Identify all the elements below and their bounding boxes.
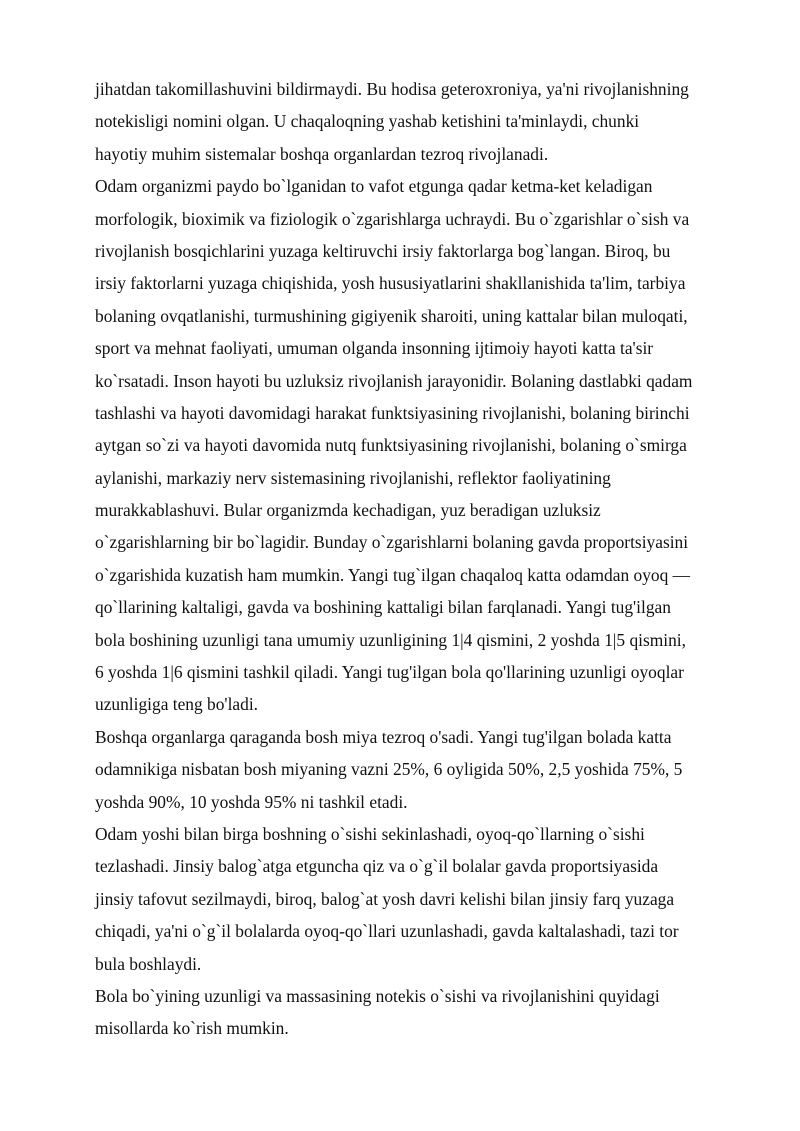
text-line: tashlashi va hayoti davomidagi harakat funktsiyasining rivojlanishi, bolaning birinchi [95, 402, 690, 423]
text-line: bula boshlaydi. [95, 953, 202, 974]
text-line: o`zgarishlarning bir bo`lagidir. Bunday o`zgarishlarni bolaning gavda proportsiyasini [95, 532, 689, 553]
text-line: murakkablashuvi. Bular organizmda kechadigan, yuz beradigan uzluksiz [95, 500, 601, 521]
text-line: jinsiy tafovut sezilmaydi, biroq, balog`at yosh davri kelishi bilan jinsiy farq yuzaga [95, 888, 675, 909]
text-line: bola boshining uzunligi tana umumiy uzunligining 1|4 qismini, 2 yoshda 1|5 qismini, [95, 629, 686, 650]
text-line: Boshqa organlarga qaraganda bosh miya tezroq o'sadi. Yangi tug'ilgan bolada katta [95, 726, 672, 747]
text-line: aylanishi, markaziy nerv sistemasining rivojlanishi, reflektor faoliyatining [95, 467, 611, 488]
text-line: odamnikiga nisbatan bosh miyaning vazni 25%, 6 oyligida 50%, 2,5 yoshida 75%, 5 [95, 759, 683, 780]
text-line: bolaning ovqatlanishi, turmushining gigiyenik sharoiti, uning kattalar bilan muloqati, [95, 305, 688, 326]
text-line: sport va mehnat faoliyati, umuman olganda insonning ijtimoiy hayoti katta ta'sir [95, 338, 654, 359]
text-line: uzunligiga teng bo'ladi. [95, 694, 258, 715]
text-line: qo`llarining kaltaligi, gavda va boshining kattaligi bilan farqlanadi. Yangi tug'ilgan [95, 597, 671, 618]
text-line: notekisligi nomini olgan. U chaqaloqning yashab ketishini ta'minlaydi, chunki [95, 111, 640, 132]
text-line: o`zgarishida kuzatish ham mumkin. Yangi tug`ilgan chaqaloq katta odamdan oyoq — [95, 564, 691, 585]
text-line: chiqadi, ya'ni o`g`il bolalarda oyoq-qo`llari uzunlashadi, gavda kaltalashadi, tazi tor [95, 921, 679, 942]
text-line: tezlashadi. Jinsiy balog`atga etguncha qiz va o`g`il bolalar gavda proportsiyasida [95, 856, 659, 877]
text-line: aytgan so`zi va hayoti davomida nutq funktsiyasining rivojlanishi, bolaning o`smirga [95, 435, 687, 456]
text-line: Odam yoshi bilan birga boshning o`sishi sekinlashadi, oyoq-qo`llarning o`sishi [95, 823, 645, 844]
text-line: ko`rsatadi. Inson hayoti bu uzluksiz rivojlanish jarayonidir. Bolaning dastlabki qadam [95, 370, 693, 391]
text-line: 6 yoshda 1|6 qismini tashkil qiladi. Yangi tug'ilgan bola qo'llarining uzunligi oyoqlar [95, 662, 684, 683]
body-text [95, 73, 750, 1045]
text-line: morfologik, bioximik va fiziologik o`zgarishlarga uchraydi. Bu o`zgarishlar o`sish va [95, 208, 690, 229]
text-line: yoshda 90%, 10 yoshda 95% ni tashkil etadi. [95, 791, 408, 812]
text-line: Bola bo`yining uzunligi va massasining notekis o`sishi va rivojlanishini quyidagi [95, 985, 660, 1006]
text-line: hayotiy muhim sistemalar boshqa organlardan tezroq rivojlanadi. [95, 143, 549, 164]
text-line: irsiy faktorlarni yuzaga chiqishida, yosh hususiyatlarini shakllanishida ta'lim, tarbiya [95, 273, 686, 294]
text-line: jihatdan takomillashuvini bildirmaydi. Bu hodisa geteroxroniya, ya'ni rivojlanishning [95, 79, 689, 99]
text-line: rivojlanish bosqichlarini yuzaga keltiruvchi irsiy faktorlarga bog`langan. Biroq, bu [95, 240, 671, 261]
text-line: misollarda ko`rish mumkin. [95, 1018, 289, 1039]
text-line: Odam organizmi paydo bo`lganidan to vafot etgunga qadar ketma-ket keladigan [95, 176, 653, 197]
